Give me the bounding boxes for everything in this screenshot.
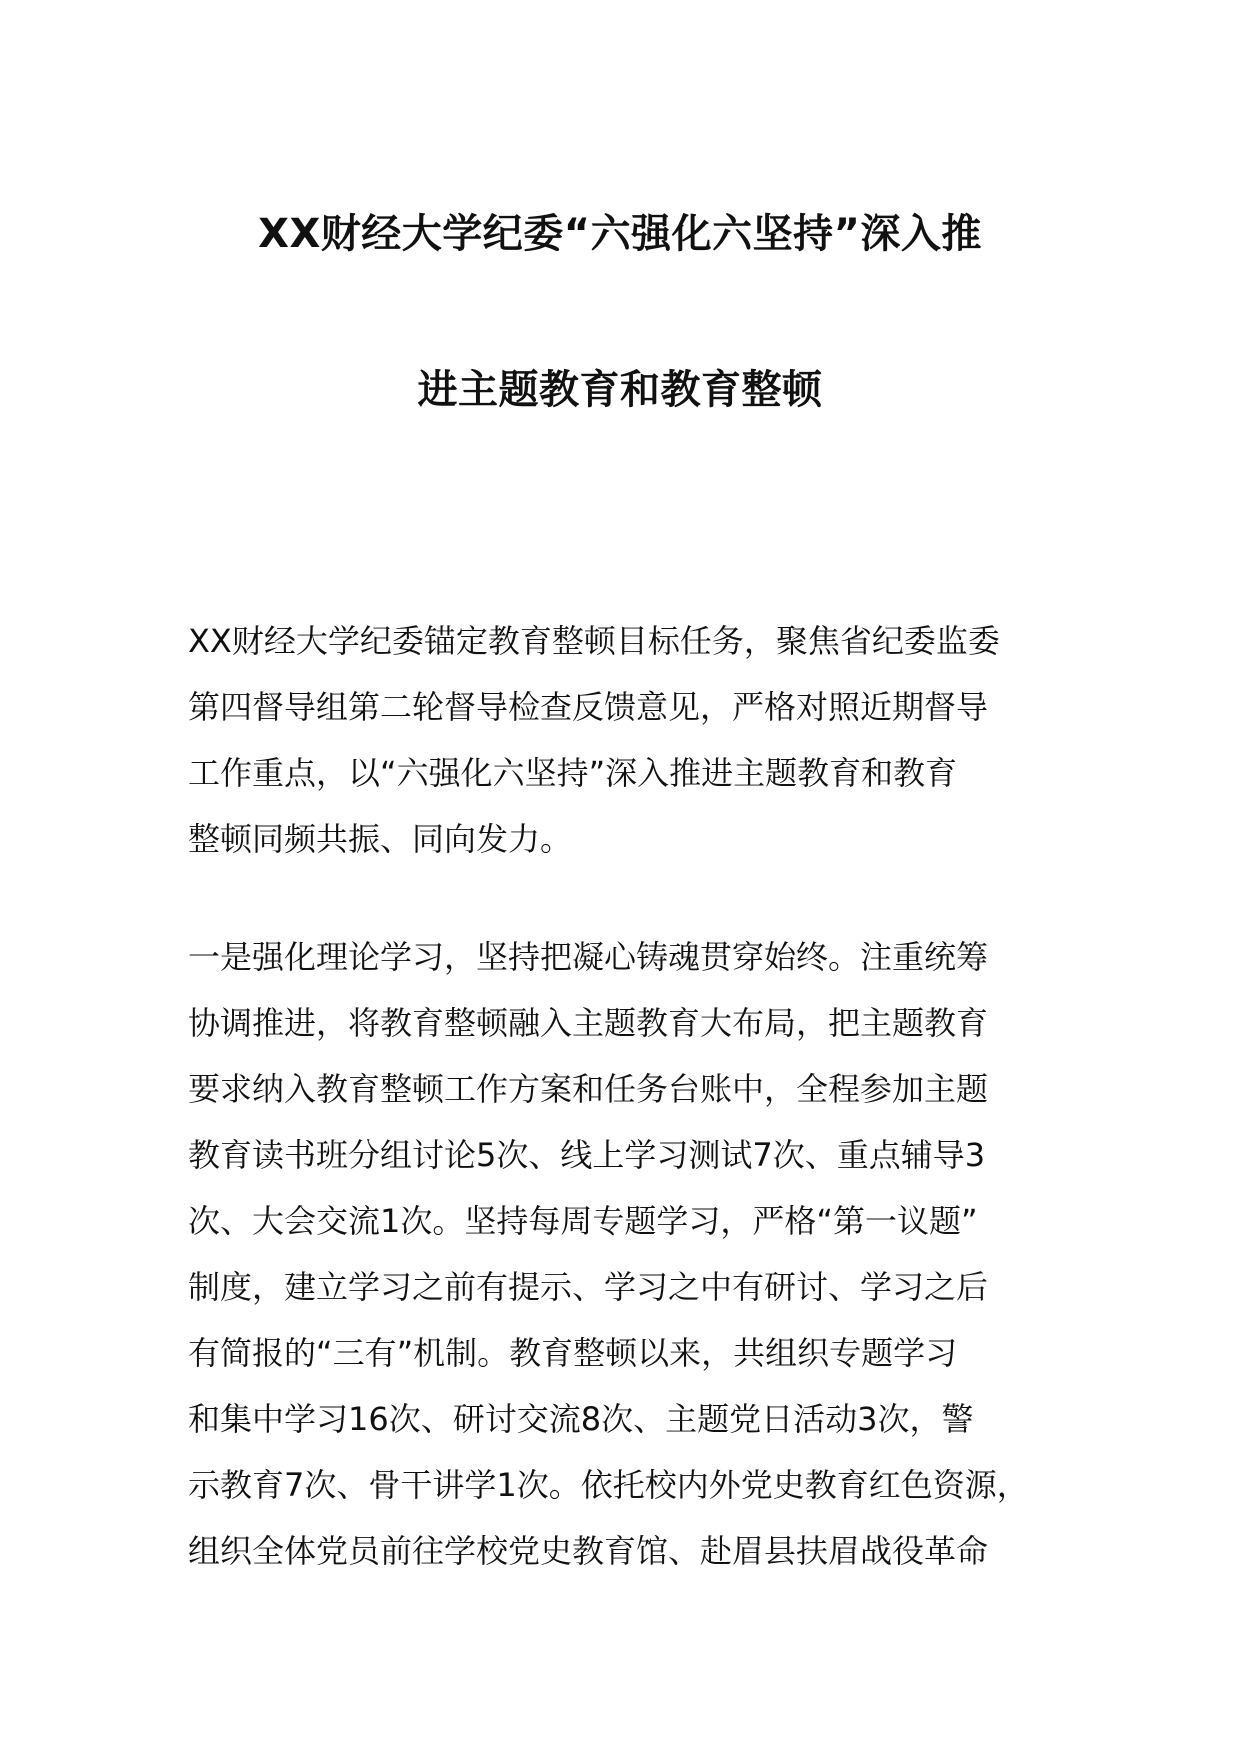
section-one-line: 要求纳入教育整顿工作方案和任务台账中，全程参加主题 (188, 1070, 989, 1108)
section-one-line: 组织全体党员前往学校党史教育馆、赴眉县扶眉战役革命 (188, 1532, 989, 1570)
section-one-line: 制度，建立学习之前有提示、学习之中有研讨、学习之后 (188, 1268, 989, 1306)
intro-paragraph (188, 608, 1068, 872)
intro-line: 整顿同频共振、同向发力。 (188, 820, 573, 858)
intro-line: 工作重点，以“六强化六坚持”深入推进主题教育和教育 (188, 754, 958, 792)
document-title-line-1: XX财经大学纪委“六强化六坚持”深入推 (258, 211, 982, 257)
document-title-line-2: 进主题教育和教育整顿 (417, 367, 823, 413)
section-one-paragraph (188, 924, 1068, 1584)
section-one-line: 有简报的“三有”机制。教育整顿以来，共组织专题学习 (188, 1334, 958, 1372)
section-one-line: 协调推进，将教育整顿融入主题教育大布局，把主题教育 (188, 1004, 989, 1042)
section-one-line: 一是强化理论学习，坚持把凝心铸魂贯穿始终。注重统筹 (188, 938, 989, 976)
intro-line: 第四督导组第二轮督导检查反馈意见，严格对照近期督导 (188, 688, 989, 726)
section-one-line: 示教育7次、骨干讲学1次。依托校内外党史教育红色资源， (188, 1466, 1029, 1504)
intro-line: XX财经大学纪委锚定教育整顿目标任务，聚焦省纪委监委 (188, 622, 1000, 660)
section-one-line: 次、大会交流1次。坚持每周专题学习，严格“第一议题” (188, 1202, 978, 1240)
section-one-line: 教育读书班分组讨论5次、线上学习测试7次、重点辅导3 (188, 1136, 986, 1174)
section-one-line: 和集中学习16次、研讨交流8次、主题党日活动3次，警 (188, 1400, 974, 1438)
